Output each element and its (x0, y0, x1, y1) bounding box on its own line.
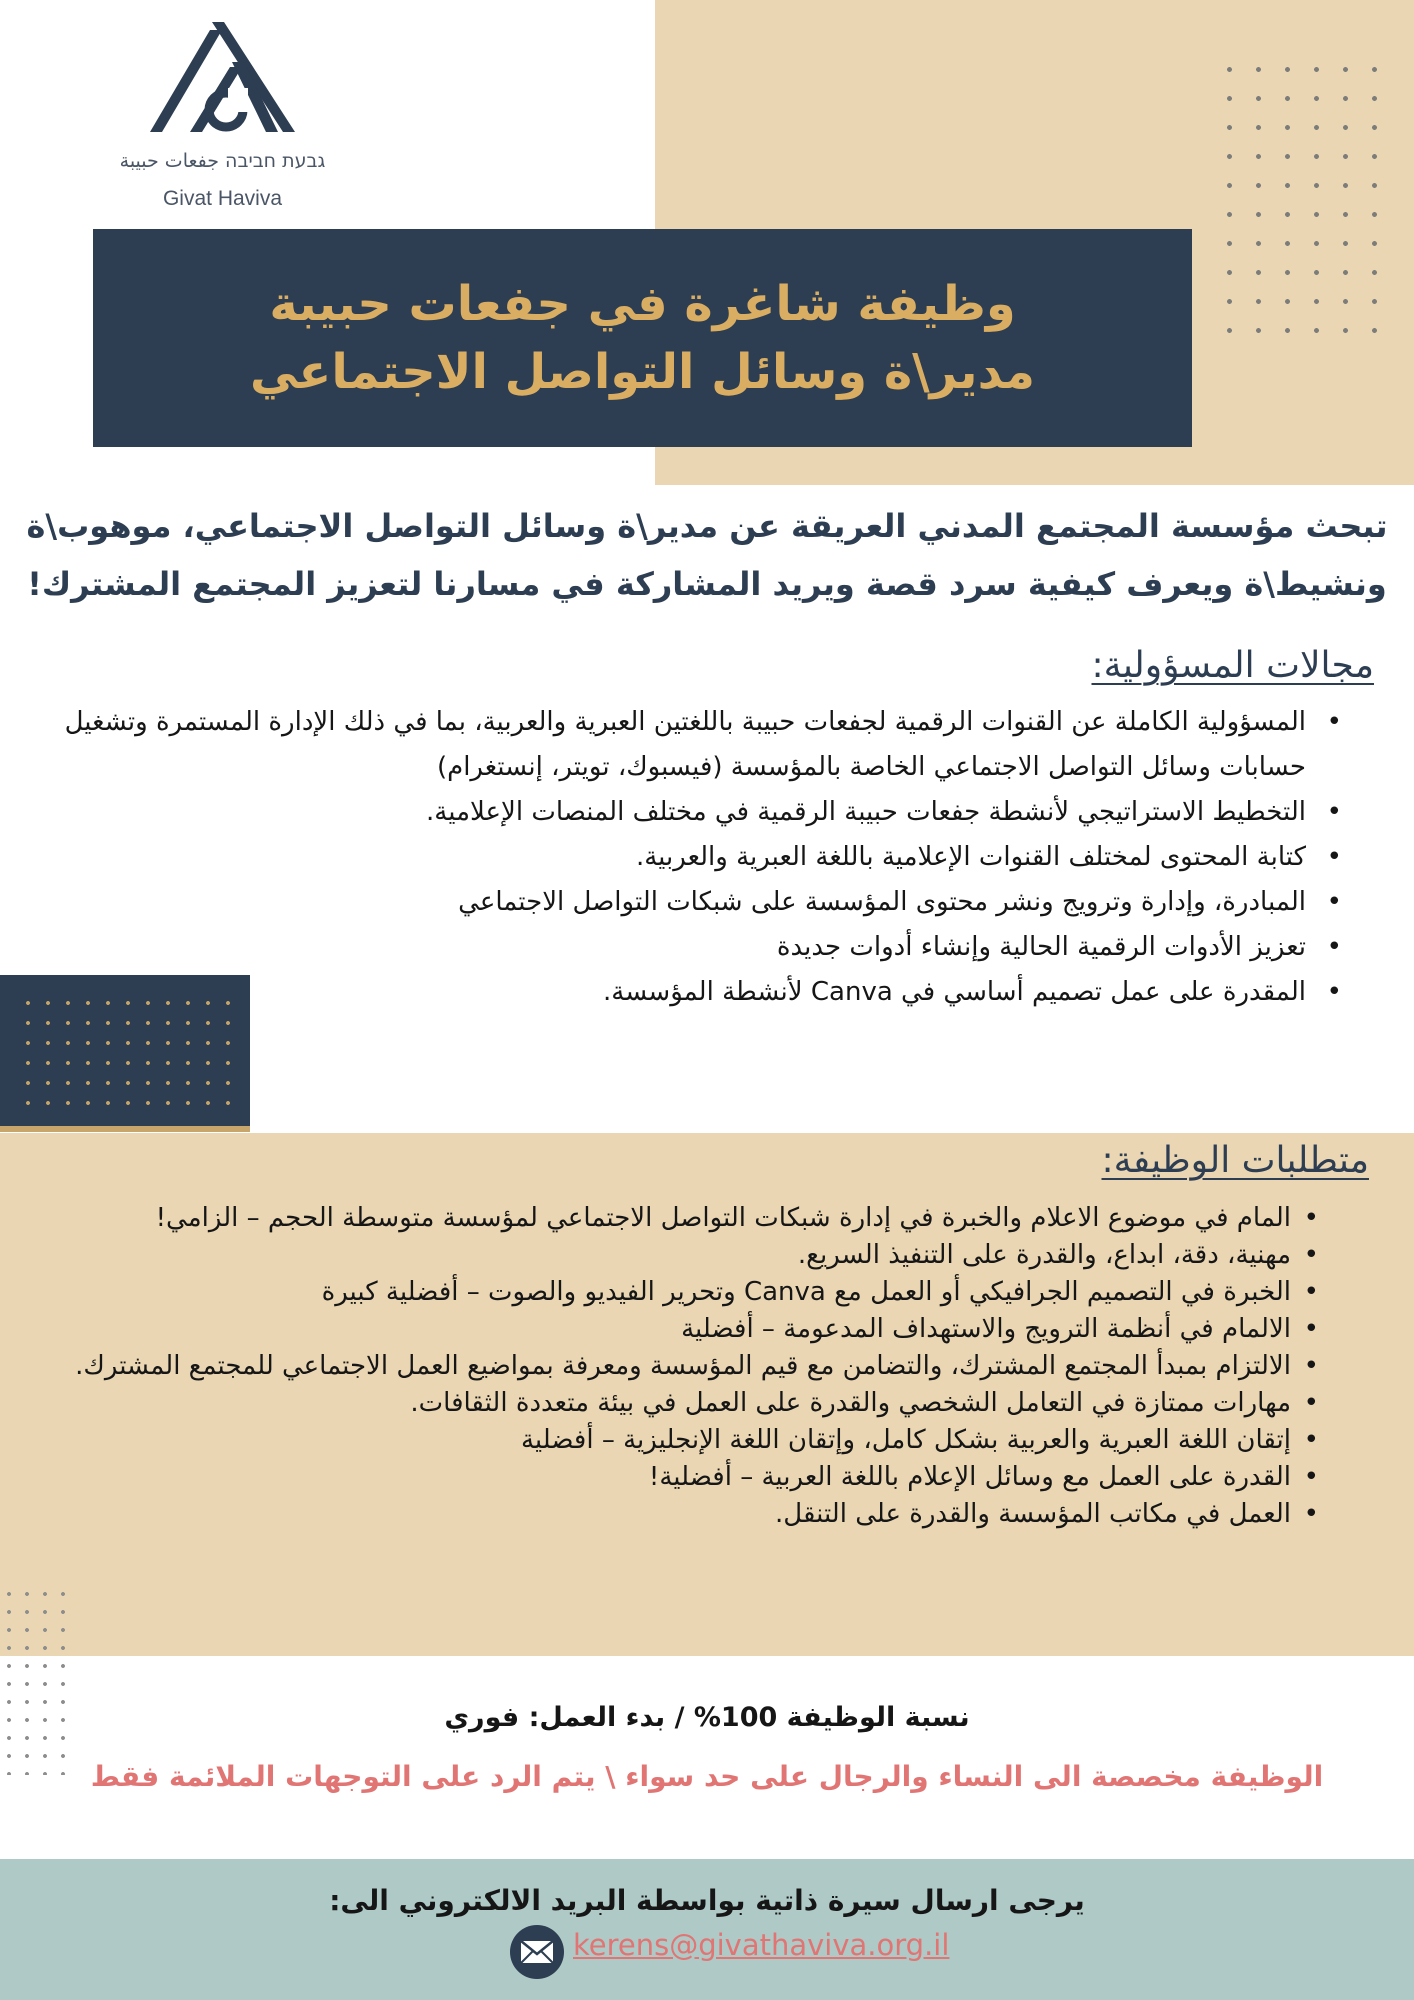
responsibilities-list (14, 700, 1344, 1015)
list-item: • التخطيط الاستراتيجي لأنشطة جفعات حبيبة الرقمية في مختلف المنصات الإعلامية. (14, 790, 1344, 835)
list-item: • العمل في مكاتب المؤسسة والقدرة على التنقل. (19, 1496, 1319, 1533)
envelope-icon (510, 1925, 564, 1979)
decorative-dot-grid (0, 1585, 72, 1775)
list-item: • الالمام في أنظمة الترويج والاستهداف المدعومة – أفضلية (19, 1311, 1319, 1348)
list-item: • المبادرة، وإدارة وترويج ونشر محتوى المؤسسة على شبكات التواصل الاجتماعي (14, 880, 1344, 925)
job-scope-text: نسبة الوظيفة 100% / بدء العمل: فوري (444, 1702, 970, 1733)
list-item: • الخبرة في التصميم الجرافيكي أو العمل مع Canva وتحرير الفيديو والصوت – أفضلية كبيرة (19, 1274, 1319, 1311)
list-item: • الالتزام بمبدأ المجتمع المشترك، والتضامن مع قيم المؤسسة ومعرفة بمواضيع العمل الاجتماعي للمجتمع المشترك. (19, 1348, 1319, 1385)
title-line-2: مدير\ة وسائل التواصل الاجتماعي (249, 344, 1036, 400)
title-line-1: وظيفة شاغرة في جفعات حبيبة (269, 276, 1016, 332)
decorative-dot-grid (18, 993, 238, 1113)
envelope-icon-glyph (520, 1940, 554, 1964)
email-link[interactable]: kerens@givathaviva.org.il (573, 1928, 950, 1962)
intro-paragraph (10, 497, 1404, 613)
list-item: • مهنية، دقة، ابداع، والقدرة على التنفيذ السريع. (19, 1237, 1319, 1274)
list-item: • المام في موضوع الاعلام والخبرة في إدارة شبكات التواصل الاجتماعي لمؤسسة متوسطة الحجم – الزامي! (19, 1200, 1319, 1237)
logo-mark-icon (150, 22, 295, 137)
list-item: • تعزيز الأدوات الرقمية الحالية وإنشاء أدوات جديدة (14, 925, 1344, 970)
list-item: • كتابة المحتوى لمختلف القنوات الإعلامية باللغة العبرية والعربية. (14, 835, 1344, 880)
requirements-list (19, 1200, 1319, 1533)
intro-line-1: تبحث مؤسسة المجتمع المدني العريقة عن مدير\ة وسائل التواصل الاجتماعي، موهوب\ة (26, 507, 1388, 545)
logo-english-text: Givat Haviva (162, 187, 283, 210)
givat-haviva-logo (95, 22, 350, 217)
list-item: • مهارات ممتازة في التعامل الشخصي والقدرة على العمل في بيئة متعددة الثقافات. (19, 1385, 1319, 1422)
list-item: • إتقان اللغة العبرية والعربية بشكل كامل، وإتقان اللغة الإنجليزية – أفضلية (19, 1422, 1319, 1459)
title-banner (93, 229, 1192, 447)
list-item: • المسؤولية الكاملة عن القنوات الرقمية لجفعات حبيبة باللغتين العبرية والعربية، بما في ذلك الإدارة المستمرة وتشغيل حسابات وسائل التواصل الاجتماعي الخاصة بالمؤسسة (فيسبوك، تويتر، إنستغرام) (14, 700, 1344, 790)
intro-line-2: ونشيط\ة ويعرف كيفية سرد قصة ويريد المشاركة في مسارنا لتعزيز المجتمع المشترك! (27, 565, 1387, 603)
decorative-dot-grid (1215, 55, 1395, 355)
decorative-navy-block (0, 975, 250, 1132)
list-item: • المقدرة على عمل تصميم أساسي في Canva لأنشطة المؤسسة. (14, 970, 1344, 1015)
list-item: • القدرة على العمل مع وسائل الإعلام باللغة العربية – أفضلية! (19, 1459, 1319, 1496)
requirements-heading: متطلبات الوظيفة: (1101, 1140, 1369, 1181)
responsibilities-heading: مجالات المسؤولية: (1091, 645, 1374, 686)
equality-note: الوظيفة مخصصة الى النساء والرجال على حد سواء \ يتم الرد على التوجهات الملائمة فقط (90, 1760, 1324, 1793)
send-cv-instruction: يرجى ارسال سيرة ذاتية بواسطة البريد الالكتروني الى: (329, 1884, 1085, 1917)
logo-hebrew-arabic-text: גבעת חביבה جفعات حبيبة (119, 150, 326, 172)
